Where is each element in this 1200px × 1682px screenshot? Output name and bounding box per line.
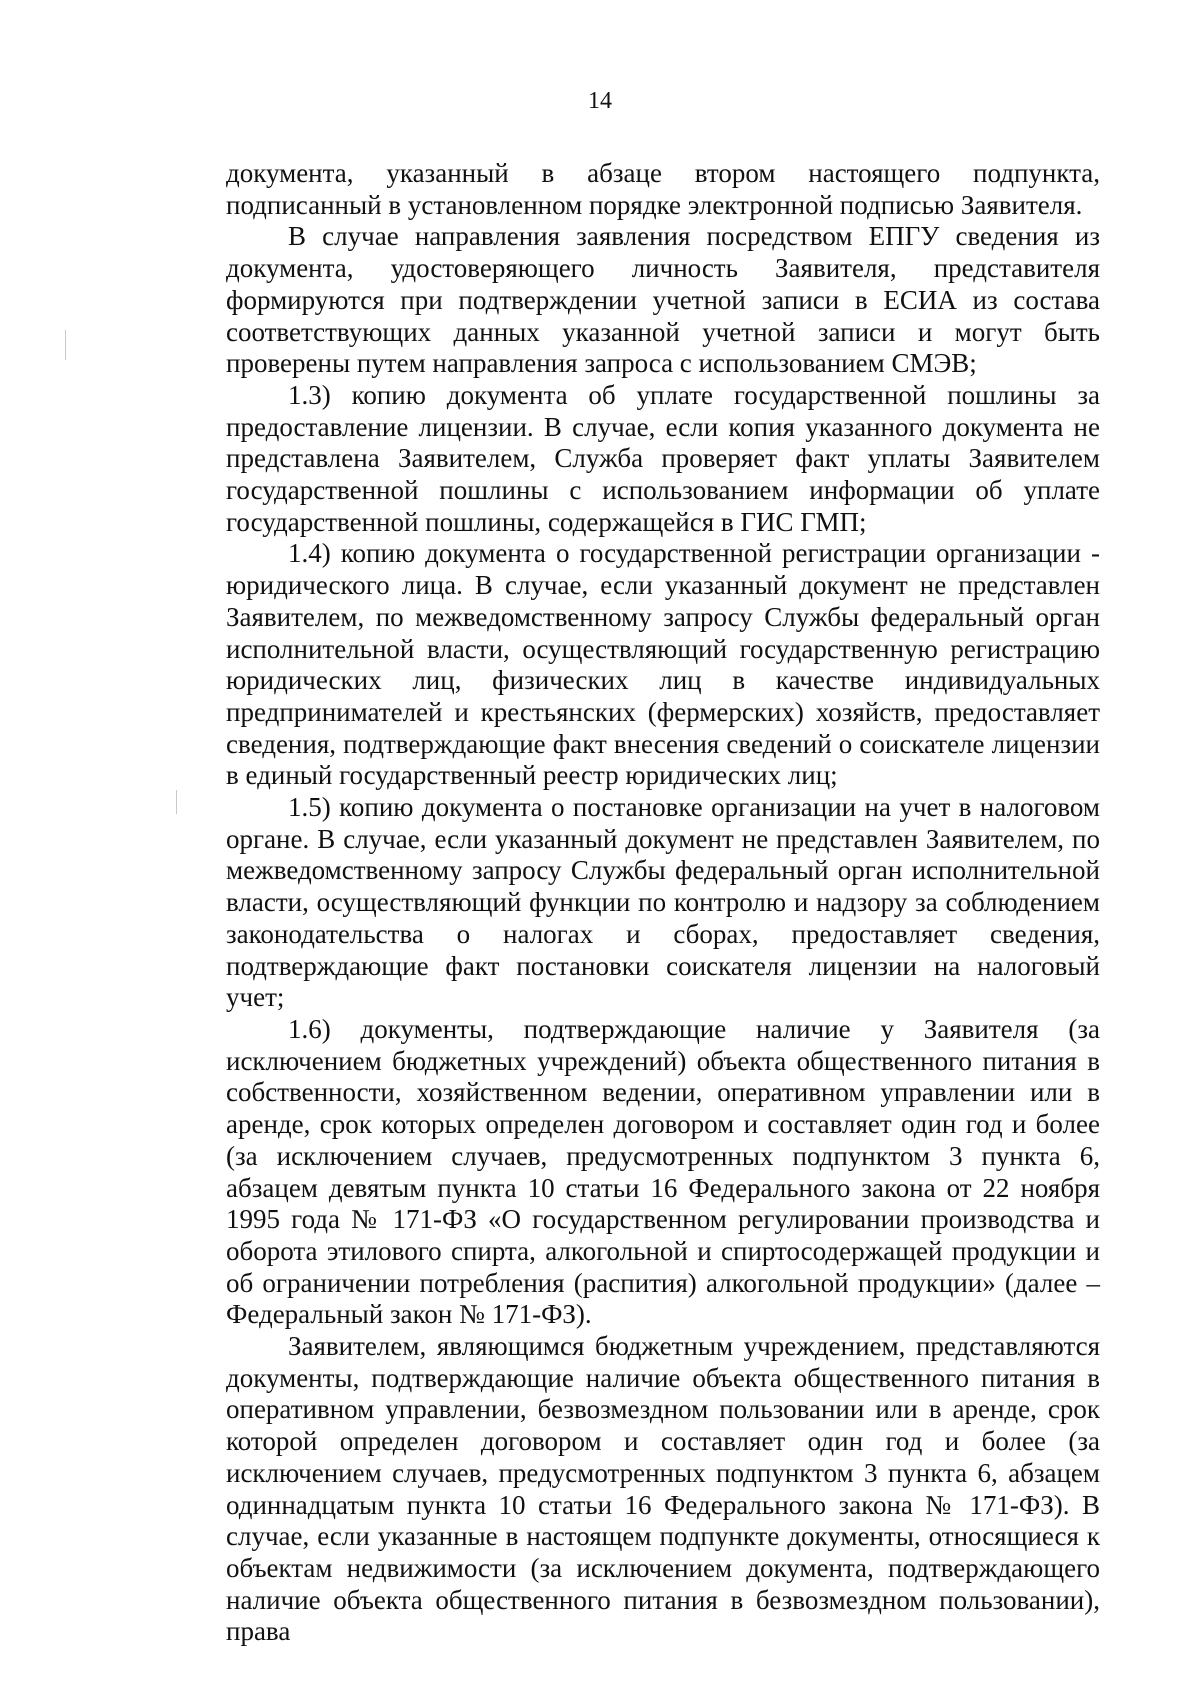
paragraph: документа, указанный в абзаце втором настоящего подпункта, подписанный в установленном порядке электронной подписью Заявителя. bbox=[226, 158, 1100, 220]
paragraph: В случае направления заявления посредством ЕПГУ сведения из документа, удостоверяющего личность Заявителя, представителя формируются при подтверждении учетной записи в ЕСИА из состава соответствующих данных указанной учетной записи и могут быть проверены путем направления запроса с использованием СМЭВ; bbox=[226, 221, 1100, 379]
paragraph: 1.3) копию документа об уплате государственной пошлины за предоставление лицензии. В случае, если копия указанного документа не представлена Заявителем, Служба проверяет факт уплаты Заявителем государственной пошлины с использованием информации об уплате государственной пошлины, содержащейся в ГИС ГМП; bbox=[226, 379, 1100, 537]
paragraph: Заявителем, являющимся бюджетным учреждением, представляются документы, подтверждающие наличие объекта общественного питания в оперативном управлении, безвозмездном пользовании или в аренде, срок которой определен договором и составляет один год и более (за исключением случаев, предусмотренных подпунктом 3 пункта 6, абзацем одиннадцатым пункта 10 статьи 16 Федерального закона № 171-ФЗ). В случае, если указанные в настоящем подпункте документы, относящиеся к объектам недвижимости (за исключением документа, подтверждающего наличие объекта общественного питания в безвозмездном пользовании), права bbox=[226, 1331, 1100, 1647]
paragraph: 1.6) документы, подтверждающие наличие у Заявителя (за исключением бюджетных учреждений) объекта общественного питания в собственности, хозяйственном ведении, оперативном управлении или в аренде, срок которых определен договором и составляет один год и более (за исключением случаев, предусмотренных подпунктом 3 пункта 6, абзацем девятым пункта 10 статьи 16 Федерального закона от 22 ноября 1995 года № 171-ФЗ «О государственном регулировании производства и оборота этилового спирта, алкогольной и спиртосодержащей продукции и об ограничении потребления (распития) алкогольной продукции» (далее – Федеральный закон № 171-ФЗ). bbox=[226, 1013, 1100, 1330]
document-body bbox=[226, 158, 1100, 1648]
paragraph: 1.5) копию документа о постановке организации на учет в налоговом органе. В случае, если указанный документ не представлен Заявителем, по межведомственному запросу Службы федеральный орган исполнительной власти, осуществляющий функции по контролю и надзору за соблюдением законодательства о налогах и сборах, предоставляет сведения, подтверждающие факт постановки соискателя лицензии на налоговый учет; bbox=[226, 792, 1100, 1013]
paragraph: 1.4) копию документа о государственной регистрации организации - юридического лица. В случае, если указанный документ не представлен Заявителем, по межведомственному запросу Службы федеральный орган исполнительной власти, осуществляющий государственную регистрацию юридических лиц, физических лиц в качестве индивидуальных предпринимателей и крестьянских (фермерских) хозяйств, предоставляет сведения, подтверждающие факт внесения сведений о соискателе лицензии в единый государственный реестр юридических лиц; bbox=[226, 538, 1100, 791]
page-number: 14 bbox=[588, 88, 612, 114]
scan-artifact-mark bbox=[65, 330, 66, 360]
scan-artifact-mark bbox=[176, 790, 177, 814]
